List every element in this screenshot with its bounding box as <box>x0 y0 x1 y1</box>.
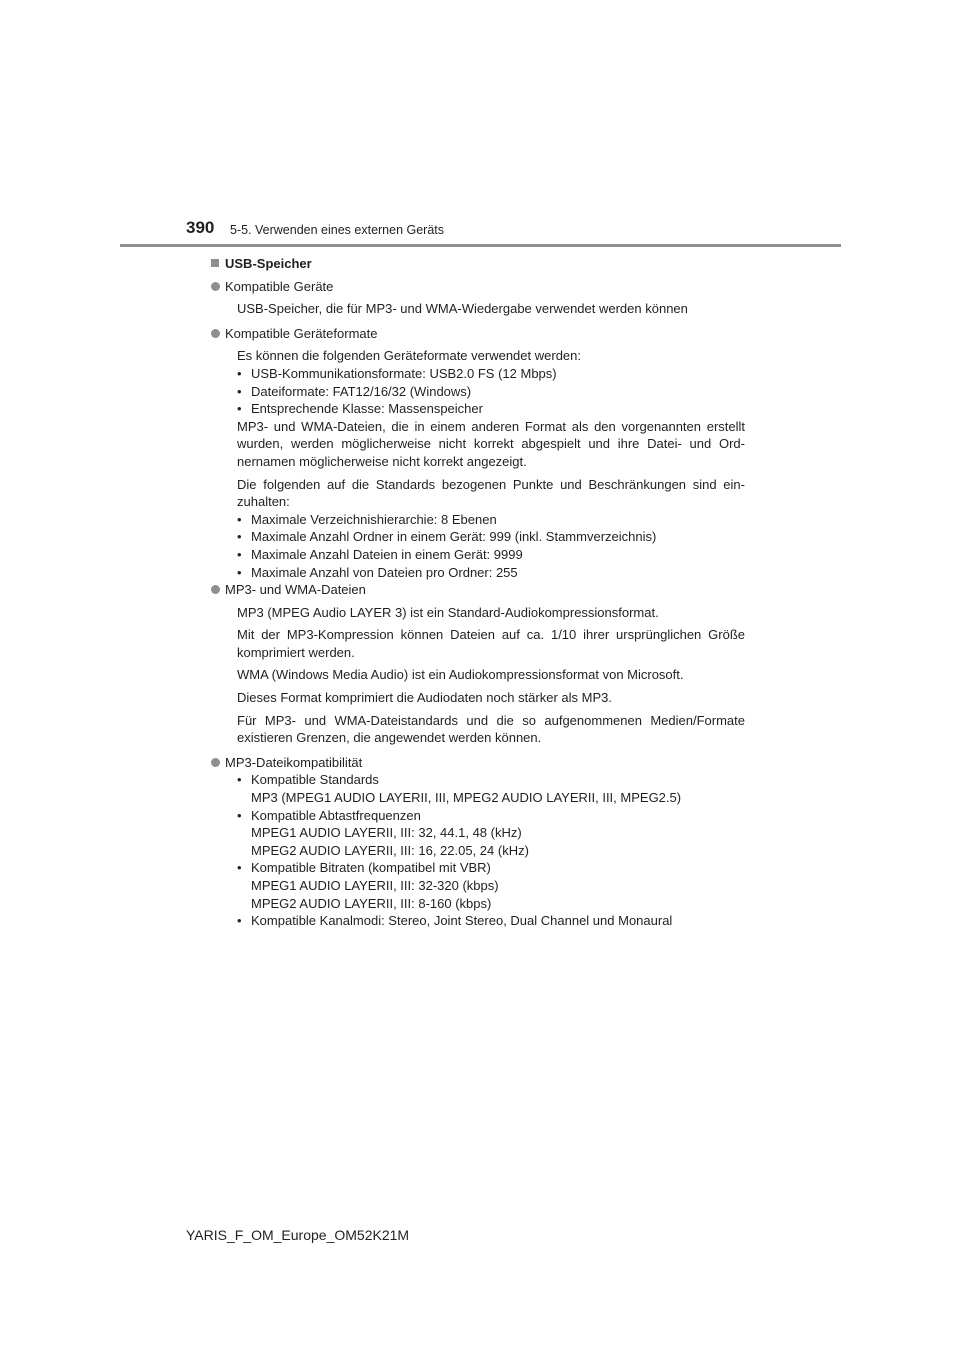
mp3-wma-paragraph: WMA (Windows Media Audio) ist ein Audiokompressionsformat von Microsoft. <box>237 667 684 683</box>
section-heading <box>210 255 745 273</box>
mp3-wma-paragraph: Für MP3- und WMA-Dateistandards und die so aufgenommenen Medien/Formate existieren Grenzen, die angewendet werden können. <box>237 712 745 746</box>
list-item-detail: MPEG1 AUDIO LAYERII, III: 32-320 (kbps) <box>251 878 499 893</box>
list-item-detail: MPEG2 AUDIO LAYERII, III: 8-160 (kbps) <box>251 895 492 911</box>
list-item: • Maximale Anzahl Ordner in einem Gerät: 999 (inkl. Stammverzeichnis) <box>237 528 745 546</box>
mp3-compat-label: MP3-Dateikompatibilität <box>225 754 363 770</box>
compatible-devices-heading <box>210 278 745 296</box>
compatible-formats-intro: Es können die folgenden Geräteformate verwendet werden: <box>237 348 581 364</box>
compatible-formats-heading <box>210 325 745 343</box>
list-item: • USB-Kommunikationsformate: USB2.0 FS (12 Mbps) <box>237 365 745 383</box>
list-item-detail: MPEG2 AUDIO LAYERII, III: 16, 22.05, 24 (kHz) <box>251 842 529 858</box>
list-item: • Maximale Anzahl von Dateien pro Ordner: 255 <box>237 564 745 582</box>
mp3-wma-paragraph: Mit der MP3-Kompression können Dateien auf ca. 1/10 ihrer ursprünglichen Größe komprimiert werden. <box>237 627 745 660</box>
mp3-wma-paragraph: MP3 (MPEG Audio LAYER 3) ist ein Standard-Audiokompressionsformat. <box>237 604 659 620</box>
list-item-title: • Kompatible Bitraten (kompatibel mit VBR) <box>251 860 491 876</box>
circle-bullet-icon <box>211 282 220 291</box>
mp3-wma-paragraph: Dieses Format komprimiert die Audiodaten noch stärker als MP3. <box>237 690 612 706</box>
compatible-devices-text: USB-Speicher, die für MP3- und WMA-Wiedergabe verwendet werden können <box>237 301 688 317</box>
section-heading-text: USB-Speicher <box>225 256 312 271</box>
circle-bullet-icon <box>211 758 220 767</box>
list-item-title: • Kompatible Abtastfrequenzen <box>251 807 421 823</box>
mp3-wma-heading <box>210 581 745 599</box>
compatible-formats-label: Kompatible Geräteformate <box>225 325 378 341</box>
list-item <box>237 912 745 930</box>
mp3-compat-list <box>210 771 745 929</box>
format-note: MP3- und WMA-Dateien, die in einem anderen Format als den vorgenannten erstellt wurden, werden möglicherweise nicht korrekt abgespielt und ihre Datei- und Ordnernamen möglicherweise nicht korrekt angezeigt. <box>237 418 745 469</box>
list-item: • Maximale Anzahl Dateien in einem Gerät: 9999 <box>237 546 745 564</box>
list-item: • Entsprechende Klasse: Massenspeicher <box>237 400 745 418</box>
header-divider <box>120 244 841 247</box>
list-item-detail: MP3 (MPEG1 AUDIO LAYERII, III, MPEG2 AUDIO LAYERII, III, MPEG2.5) <box>251 790 682 806</box>
page-content <box>210 255 745 930</box>
compatible-devices-label: Kompatible Geräte <box>225 278 334 294</box>
circle-bullet-icon <box>211 585 220 594</box>
circle-bullet-icon <box>211 329 220 338</box>
list-item <box>237 807 745 860</box>
list-item <box>237 859 745 912</box>
square-bullet-icon <box>211 259 219 267</box>
limits-list <box>210 511 745 581</box>
list-item <box>237 771 745 806</box>
section-title: 5-5. Verwenden eines externen Geräts <box>230 223 445 237</box>
list-item: • Maximale Verzeichnishierarchie: 8 Ebenen <box>237 511 745 529</box>
mp3-wma-label: MP3- und WMA-Dateien <box>225 582 366 598</box>
list-item-detail: MPEG1 AUDIO LAYERII, III: 32, 44.1, 48 (kHz) <box>251 825 522 841</box>
mp3-compat-heading <box>210 754 745 772</box>
page-number: 390 <box>186 218 215 237</box>
limits-intro: Die folgenden auf die Standards bezogenen Punkte und Beschränkungen sind einzuhalten: <box>237 476 745 510</box>
document-code: YARIS_F_OM_Europe_OM52K21M <box>186 1227 410 1243</box>
list-item: • Dateiformate: FAT12/16/32 (Windows) <box>237 383 745 401</box>
list-item-title: • Kompatible Standards <box>251 772 379 788</box>
list-item-title: • Kompatible Kanalmodi: Stereo, Joint Stereo, Dual Channel und Monaural <box>251 913 673 929</box>
formats-list <box>210 365 745 418</box>
